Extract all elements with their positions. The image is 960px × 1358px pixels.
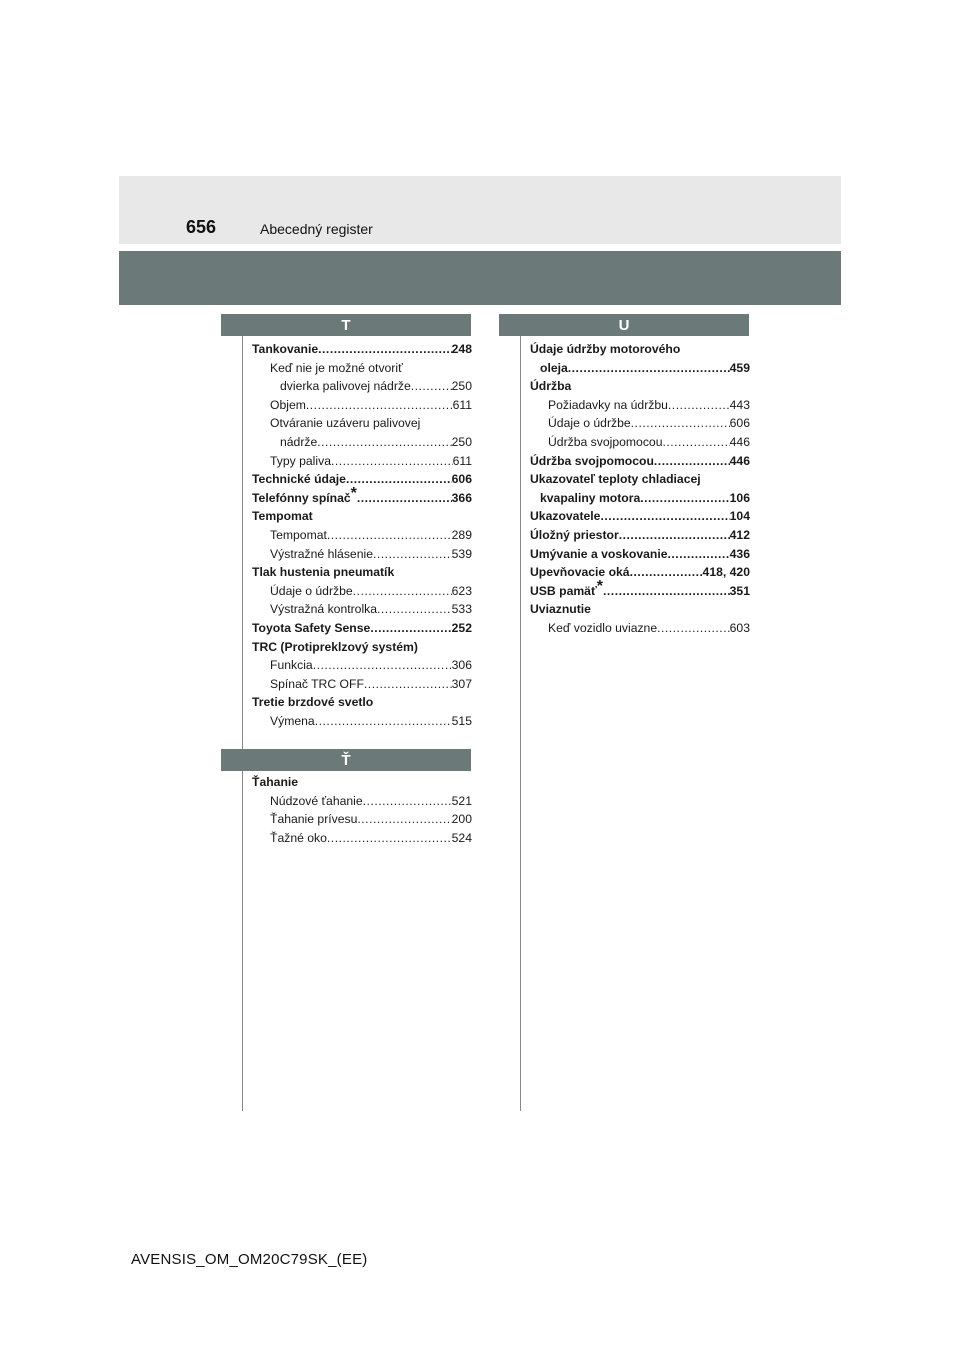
index-entry-label: Údaje údržby motorového <box>530 342 681 356</box>
index-entry-label: Uviaznutie <box>530 602 591 617</box>
dot-leader <box>370 619 451 638</box>
index-entry-page: 539 <box>451 546 472 561</box>
index-entry-label: dvierka palivovej nádrže <box>280 379 411 394</box>
index-entry <box>530 470 750 489</box>
index-entry-label: Údržba svojpomocou <box>530 453 654 468</box>
index-entry-page: 436 <box>729 546 750 561</box>
index-entry <box>252 470 472 489</box>
index-entry-label: Údržba svojpomocou <box>548 434 663 449</box>
index-entry-page: 446 <box>729 434 750 449</box>
dot-leader <box>654 452 730 471</box>
index-entry-label: Ukazovatele <box>530 509 601 524</box>
index-entry-label: USB pamäť <box>530 583 597 598</box>
index-entry-label: Umývanie a voskovanie <box>530 546 668 561</box>
index-entry <box>530 396 750 415</box>
index-entry-label: Funkcia <box>270 658 313 673</box>
index-entry-label: nádrže <box>280 434 318 449</box>
header-dark-band <box>119 251 841 305</box>
letter-heading-tcaron <box>221 749 471 771</box>
index-entry-label: Toyota Safety Sense <box>252 620 371 635</box>
dot-leader <box>603 582 730 601</box>
index-list-t <box>252 340 472 730</box>
index-entry <box>530 619 750 638</box>
index-entry-page: 306 <box>451 658 472 673</box>
index-entry <box>530 507 750 526</box>
index-entry-page: 623 <box>451 583 472 598</box>
dot-leader <box>327 526 452 545</box>
index-entry <box>252 829 472 848</box>
index-entry-label: Tankovanie <box>252 342 319 356</box>
dot-leader <box>315 712 452 731</box>
index-entry <box>252 526 472 545</box>
letter-heading-t-label: T <box>341 316 351 334</box>
index-entry-label: Údaje o údržbe <box>548 416 631 431</box>
index-entry-label: Požiadavky na údržbu <box>548 397 668 412</box>
letter-heading-tcaron-label: Ť <box>341 751 351 769</box>
index-entry-page: 606 <box>729 416 750 431</box>
index-entry-page: 611 <box>452 453 472 468</box>
index-entry <box>530 414 750 433</box>
index-entry-label: Ťažné oko <box>270 830 327 845</box>
index-entry <box>252 507 472 526</box>
index-entry <box>530 600 750 619</box>
dot-leader <box>377 600 452 619</box>
index-entry-label: Núdzové ťahanie <box>270 793 363 808</box>
index-entry <box>252 773 472 792</box>
dot-leader <box>363 792 452 811</box>
index-entry-label: Keď vozidlo uviazne <box>548 620 658 635</box>
index-entry <box>530 545 750 564</box>
dot-leader <box>346 470 452 489</box>
index-entry-label: Telefónny spínač <box>252 490 351 505</box>
index-entry <box>530 452 750 471</box>
dot-leader <box>657 619 730 638</box>
index-entry-page: 248 <box>451 342 472 356</box>
index-entry-page: 515 <box>451 713 472 728</box>
index-entry-label: Údržba <box>530 379 572 394</box>
letter-heading-t <box>221 314 471 336</box>
index-entry-label: Tempomat <box>270 527 327 542</box>
section-title: Abecedný register <box>260 221 373 237</box>
index-entry-page: 446 <box>729 453 750 468</box>
index-entry-page: 106 <box>729 490 750 505</box>
dot-leader <box>357 489 452 508</box>
index-entry-label: kvapaliny motora <box>540 490 641 505</box>
dot-leader <box>364 675 452 694</box>
index-entry-page: 521 <box>451 793 472 808</box>
index-entry-page: 603 <box>729 620 750 635</box>
dot-leader <box>600 507 729 526</box>
index-entry <box>530 377 750 396</box>
index-entry-page: 351 <box>729 583 750 598</box>
dot-leader <box>640 489 729 508</box>
index-entry-label: Technické údaje <box>252 472 346 487</box>
index-entry-label: Otváranie uzáveru palivovej <box>270 416 421 431</box>
dot-leader <box>662 433 729 452</box>
index-entry <box>252 377 472 396</box>
index-entry-page: 459 <box>729 360 750 375</box>
index-entry-page: 611 <box>452 397 472 412</box>
index-entry <box>252 792 472 811</box>
index-entry <box>530 433 750 452</box>
letter-heading-u <box>499 314 749 336</box>
dot-leader <box>306 396 453 415</box>
index-entry-label: Keď nie je možné otvoriť <box>270 360 403 375</box>
dot-leader <box>373 545 452 564</box>
index-entry-label: TRC (Protipreklzový systém) <box>252 639 418 654</box>
dot-leader <box>668 396 730 415</box>
dot-leader <box>630 563 703 582</box>
index-entry-label: Upevňovacie oká <box>530 565 630 580</box>
index-entry <box>252 693 472 712</box>
index-entry <box>252 675 472 694</box>
index-entry <box>252 810 472 829</box>
dot-leader <box>331 452 453 471</box>
index-entry-page: 250 <box>451 434 472 449</box>
index-entry-page: 533 <box>451 602 472 617</box>
index-entry-page: 418, 420 <box>702 565 750 580</box>
dot-leader <box>631 414 730 433</box>
index-entry-page: 200 <box>451 812 472 827</box>
dot-leader <box>568 359 730 378</box>
index-entry <box>252 545 472 564</box>
index-entry <box>252 656 472 675</box>
dot-leader <box>353 582 452 601</box>
index-entry-label: Ťahanie prívesu <box>270 812 358 827</box>
dot-leader <box>313 656 452 675</box>
index-entry-label: Tretie brzdové svetlo <box>252 695 374 710</box>
index-entry <box>252 414 472 433</box>
index-entry <box>530 489 750 508</box>
dot-leader <box>619 526 730 545</box>
index-entry: Telefónny spínač * ..... 366 <box>252 489 472 508</box>
index-entry-page: 250 <box>451 379 472 394</box>
index-entry-label: oleja <box>540 360 568 375</box>
dot-leader <box>411 377 452 396</box>
index-entry-label: Tlak hustenia pneumatík <box>252 565 395 580</box>
left-column-rule <box>242 336 243 1111</box>
index-entry-label: Spínač TRC OFF <box>270 676 364 691</box>
index-entry <box>530 359 750 378</box>
index-entry <box>252 433 472 452</box>
index-entry-label: Typy paliva <box>270 453 331 468</box>
index-entry <box>530 563 750 582</box>
index-entry <box>252 359 472 378</box>
index-entry-label: Tempomat <box>252 509 313 524</box>
index-entry-page: 289 <box>451 527 472 542</box>
index-entry-page: 252 <box>451 620 472 635</box>
index-entry <box>530 526 750 545</box>
right-column-rule <box>520 336 521 1111</box>
index-entry <box>252 452 472 471</box>
index-entry-label: Ťahanie <box>252 775 299 789</box>
index-list-tcaron <box>252 773 472 847</box>
index-entry <box>252 712 472 731</box>
dot-leader <box>317 433 451 452</box>
index-entry <box>252 563 472 582</box>
dot-leader <box>327 829 452 848</box>
index-entry-page: 412 <box>729 527 750 542</box>
index-entry-page: 606 <box>451 472 472 487</box>
index-entry <box>252 619 472 638</box>
index-entry-label: Ukazovateľ teploty chladiacej <box>530 472 701 487</box>
page-number: 656 <box>186 217 217 237</box>
index-entry <box>252 638 472 657</box>
index-list-u <box>530 340 750 638</box>
dot-leader <box>357 810 451 829</box>
index-entry <box>252 340 472 359</box>
index-entry-page: 307 <box>451 676 472 691</box>
index-entry-label: Objem <box>270 397 306 412</box>
document-code: AVENSIS_OM_OM20C79SK_(EE) <box>131 1251 368 1268</box>
letter-heading-u-label: U <box>618 316 630 334</box>
index-entry-page: 366 <box>451 490 472 505</box>
index-entry-label: Výstražná kontrolka <box>270 602 378 617</box>
index-entry <box>530 340 750 359</box>
index-entry-label: Výmena <box>270 713 315 728</box>
index-entry <box>252 582 472 601</box>
index-entry-page: 104 <box>729 509 750 524</box>
index-entry-label: Údaje o údržbe <box>270 583 353 598</box>
index-entry-label: Úložný priestor <box>530 527 619 542</box>
index-entry-page: 443 <box>729 397 750 412</box>
index-entry: USB pamäť * ..... 351 <box>530 582 750 601</box>
dot-leader <box>668 545 730 564</box>
header-band <box>119 176 841 244</box>
index-entry <box>252 396 472 415</box>
index-entry-label: Výstražné hlásenie <box>270 546 373 561</box>
index-entry-page: 524 <box>451 830 472 845</box>
dot-leader <box>318 340 452 359</box>
index-entry <box>252 600 472 619</box>
